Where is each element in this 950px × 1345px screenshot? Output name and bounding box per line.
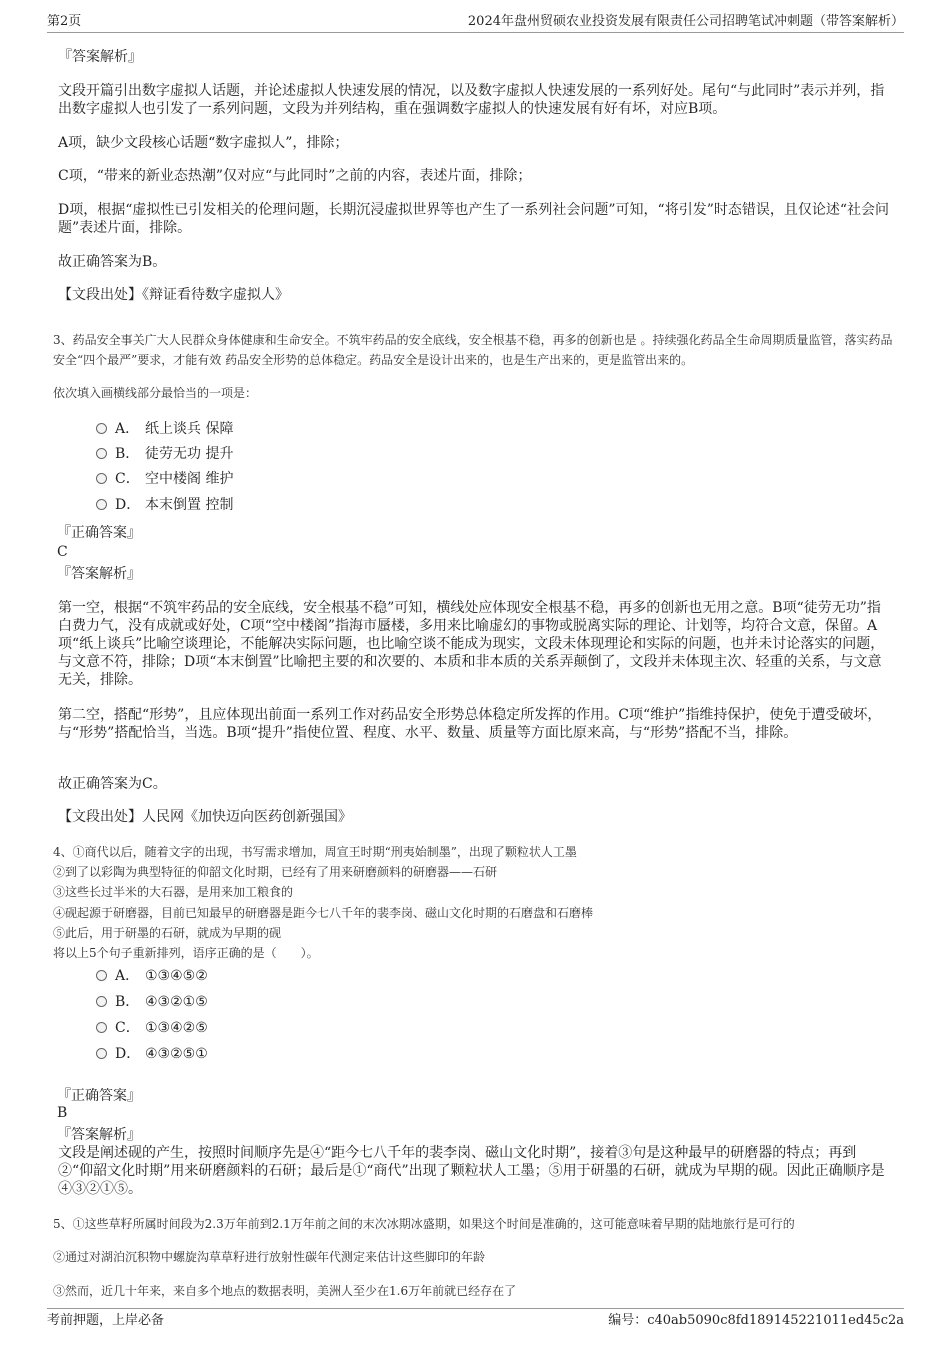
q4-line-4: ④砚起源于研磨器，目前已知最早的研磨器是距今七八千年的裴李岗、磁山文化时期的石磨盘和石磨棒 — [53, 906, 594, 920]
q4-line-2: ②到了以彩陶为典型特征的仰韶文化时期，已经有了用来研磨颜料的研磨器——石研 — [53, 865, 498, 879]
q3-source: 【文段出处】人民网《加快迈向医药创新强国》 — [58, 809, 352, 825]
q3-answer-label: 『正确答案』 — [57, 525, 141, 541]
q3-prompt: 依次填入画横线部分最恰当的一项是： — [53, 386, 258, 400]
radio-button-icon[interactable] — [96, 1048, 107, 1059]
q3-option-a[interactable]: A． 纸上谈兵 保障 — [96, 419, 233, 439]
q3-answer-line: 故正确答案为C。 — [58, 776, 167, 792]
q4-line-3: ③这些长过半米的大石器，是用来加工粮食的 — [53, 885, 294, 899]
q4-prompt: 将以上5个句子重新排列，语序正确的是（ ）。 — [53, 946, 319, 960]
q5-line-3: ③然而，近几十年来，来自多个地点的数据表明，美洲人至少在1.6万年前就已经存在了 — [53, 1284, 517, 1298]
q2-analysis-p4: D项，根据“虚拟性已引发相关的伦理问题，长期沉浸虚拟世界等也产生了一系列社会问题”可知，“将引发”时态错误，且仅论述“社会问题”表述片面，排除。 — [58, 202, 890, 236]
q3-stem: 3、药品安全事关广大人民群众身体健康和生命安全。不筑牢药品的安全底线，安全根基不稳，再多的创新也是 。持续强化药品全生命周期质量监管，落实药品安全“四个最严”要求，才能有效 药品安全形势的总体稳定。药品安全是设计出来的，也是生产出来的，更是监管出来的。 — [53, 333, 893, 367]
q4-option-d[interactable]: D． ④③②⑤① — [96, 1044, 208, 1064]
q2-answer-line: 故正确答案为B。 — [58, 254, 167, 270]
q4-answer-label: 『正确答案』 — [57, 1088, 141, 1104]
q2-analysis-p3: C项，“带来的新业态热潮”仅对应“与此同时”之前的内容，表述片面，排除； — [58, 168, 532, 184]
q3-option-c[interactable]: C． 空中楼阁 维护 — [96, 469, 233, 489]
q4-line-5: ⑤此后，用于研墨的石研，就成为早期的砚 — [53, 926, 282, 940]
q5-line-1: 5、①这些草籽所属时间段为2.3万年前到2.1万年前之间的末次冰期冰盛期，如果这个时间是准确的，这可能意味着早期的陆地旅行是可行的 — [53, 1217, 795, 1231]
radio-button-icon[interactable] — [96, 423, 107, 434]
q2-analysis-p1: 文段开篇引出数字虚拟人话题，并论述虚拟人快速发展的情况，以及数字虚拟人快速发展的一系列好处。尾句“与此同时”表示并列，指出数字虚拟人也引发了一系列问题，文段为并列结构，重在强调数字虚拟人的快速发展有好有坏，对应B项。 — [58, 83, 885, 117]
page-header — [47, 12, 904, 33]
page-number: 第2页 — [47, 14, 82, 29]
document-title: 2024年盘州贸硕农业投资发展有限责任公司招聘笔试冲刺题（带答案解析） — [467, 14, 904, 29]
radio-button-icon[interactable] — [96, 473, 107, 484]
q4-analysis-p1: 文段是阐述砚的产生，按照时间顺序先是④“距今七八千年的裴李岗、磁山文化时期”，接着③句是这种最早的研磨器的特点；再到②“仰韶文化时期”用来研磨颜料的石研；最后是①“商代”出现了颗粒状人工墨；⑤用于研墨的石研，就成为早期的砚。因此正确顺序是④③②①⑤。 — [58, 1145, 885, 1197]
radio-button-icon[interactable] — [96, 996, 107, 1007]
q3-answer: C — [57, 544, 68, 560]
q3-analysis-p2: 第二空，搭配“形势”，且应体现出前面一系列工作对药品安全形势总体稳定所发挥的作用。C项“维护”指维持保护，使免于遭受破坏，与“形势”搭配恰当，当选。B项“提升”指使位置、程度、水平、数量、质量等方面比原来高，与“形势”搭配不当，排除。 — [58, 707, 882, 741]
q2-analysis-p2: A项，缺少文段核心话题“数字虚拟人”，排除； — [58, 135, 349, 151]
q4-line-1: 4、①商代以后，随着文字的出现，书写需求增加，周宣王时期“刑夷始制墨”，出现了颗粒状人工墨 — [53, 845, 577, 859]
q3-analysis-label: 『答案解析』 — [57, 566, 141, 582]
q2-source: 【文段出处】《辩证看待数字虚拟人》 — [58, 287, 289, 303]
q3-option-d[interactable]: D． 本末倒置 控制 — [96, 495, 233, 515]
q4-option-c[interactable]: C． ①③④②⑤ — [96, 1018, 208, 1038]
q4-option-b[interactable]: B． ④③②①⑤ — [96, 992, 208, 1012]
q3-option-b[interactable]: B． 徒劳无功 提升 — [96, 444, 233, 464]
q4-analysis-label: 『答案解析』 — [57, 1127, 141, 1143]
q5-line-2: ②通过对湖泊沉积物中螺旋沟草草籽进行放射性碳年代测定来估计这些脚印的年龄 — [53, 1250, 486, 1264]
radio-button-icon[interactable] — [96, 448, 107, 459]
q2-analysis-label: 『答案解析』 — [58, 49, 142, 65]
page-footer — [47, 1308, 904, 1331]
q4-option-a[interactable]: A． ①③④⑤② — [96, 966, 208, 986]
q3-analysis-p1: 第一空，根据“不筑牢药品的安全底线，安全根基不稳”可知，横线处应体现安全根基不稳，再多的创新也无用之意。B项“徒劳无功”指白费力气，没有成就或好处，C项“空中楼阁”指海市蜃楼，多用来比喻虚幻的事物或脱离实际的理论、计划等，均符合文意，保留。A项“纸上谈兵”比喻空谈理论，不能解决实际问题，也比喻空谈不能成为现实，文段未体现理论和实际的问题，也并未讨论落实的问题，与文意不符，排除；D项“本末倒置”比喻把主要的和次要的、本质和非本质的关系弄颠倒了，文段并未体现主次、轻重的关系，与文意无关，排除。 — [58, 600, 885, 688]
radio-button-icon[interactable] — [96, 1022, 107, 1033]
footer-slogan: 考前押题，上岸必备 — [47, 1313, 165, 1328]
radio-button-icon[interactable] — [96, 970, 107, 981]
radio-button-icon[interactable] — [96, 499, 107, 510]
document-id: 编号：c40ab5090c8fd189145221011ed45c2a — [608, 1313, 904, 1328]
q4-answer: B — [57, 1105, 68, 1121]
